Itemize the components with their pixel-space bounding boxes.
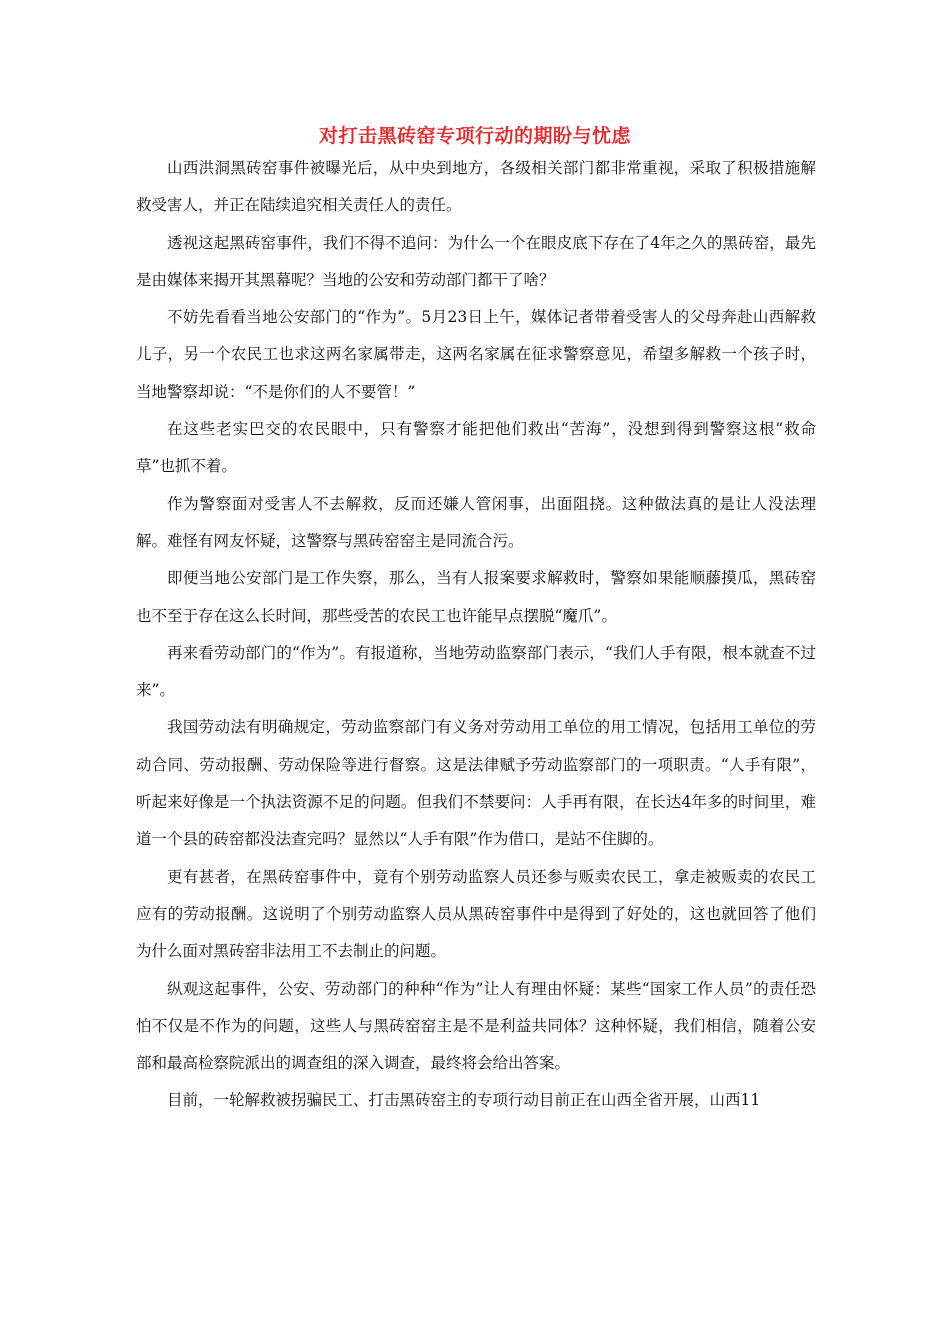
paragraph: 山西洪洞黑砖窑事件被曝光后，从中央到地方，各级相关部门都非常重视，采取了积极措施解救受害人，并正在陆续追究相关责任人的责任。	[136, 159, 816, 215]
paragraph: 即便当地公安部门是工作失察，那么，当有人报案要求解救时，警察如果能顺藤摸瓜，黑砖窑也不至于存在这么长时间，那些受苦的农民工也许能早点摆脱“魔爪”。	[136, 569, 816, 625]
paragraph: 在这些老实巴交的农民眼中，只有警察才能把他们救出“苦海”，没想到得到警察这根“救命草”也抓不着。	[136, 420, 816, 476]
paragraph: 我国劳动法有明确规定，劳动监察部门有义务对劳动用工单位的用工情况，包括用工单位的劳动合同、劳动报酬、劳动保险等进行督察。这是法律赋予劳动监察部门的一项职责。“人手有限”，听起来好像是一个执法资源不足的问题。但我们不禁要问：人手再有限，在长达4年多的时间里，难道一个县的砖窑都没法查完吗？显然以“人手有限”作为借口，是站不住脚的。	[136, 718, 816, 849]
paragraph: 纵观这起事件，公安、劳动部门的种种“作为”让人有理由怀疑：某些“国家工作人员”的责任恐怕不仅是不作为的问题，这些人与黑砖窑窑主是不是利益共同体？这种怀疑，我们相信，随着公安部和最高检察院派出的调查组的深入调查，最终将会给出答案。	[136, 979, 816, 1073]
document-title: 对打击黑砖窑专项行动的期盼与忧虑	[318, 125, 631, 147]
paragraph: 再来看劳动部门的“作为”。有报道称，当地劳动监察部门表示，“我们人手有限，根本就查不过来”。	[136, 643, 816, 700]
paragraph: 作为警察面对受害人不去解救，反而还嫌人管闲事，出面阻挠。这种做法真的是让人没法理解。难怪有网友怀疑，这警察与黑砖窑窑主是同流合污。	[136, 494, 816, 550]
document-body	[136, 150, 816, 1120]
paragraph: 透视这起黑砖窑事件，我们不得不追问：为什么一个在眼皮底下存在了4年之久的黑砖窑，最先是由媒体来揭开其黑幕呢？当地的公安和劳动部门都干了啥？	[136, 233, 816, 289]
paragraph: 不妨先看看当地公安部门的“作为”。5月23日上午，媒体记者带着受害人的父母奔赴山西解救儿子，另一个农民工也求这两名家属带走，这两名家属在征求警察意见，希望多解救一个孩子时，当地警察却说：“不是你们的人不要管！”	[136, 308, 816, 401]
paragraph: 更有甚者，在黑砖窑事件中，竟有个别劳动监察人员还参与贩卖农民工，拿走被贩卖的农民工应有的劳动报酬。这说明了个别劳动监察人员从黑砖窑事件中是得到了好处的，这也就回答了他们为什么面对黑砖窑非法用工不去制止的问题。	[136, 867, 816, 961]
paragraph: 目前，一轮解救被拐骗民工、打击黑砖窑主的专项行动目前正在山西全省开展，山西11	[167, 1091, 761, 1110]
